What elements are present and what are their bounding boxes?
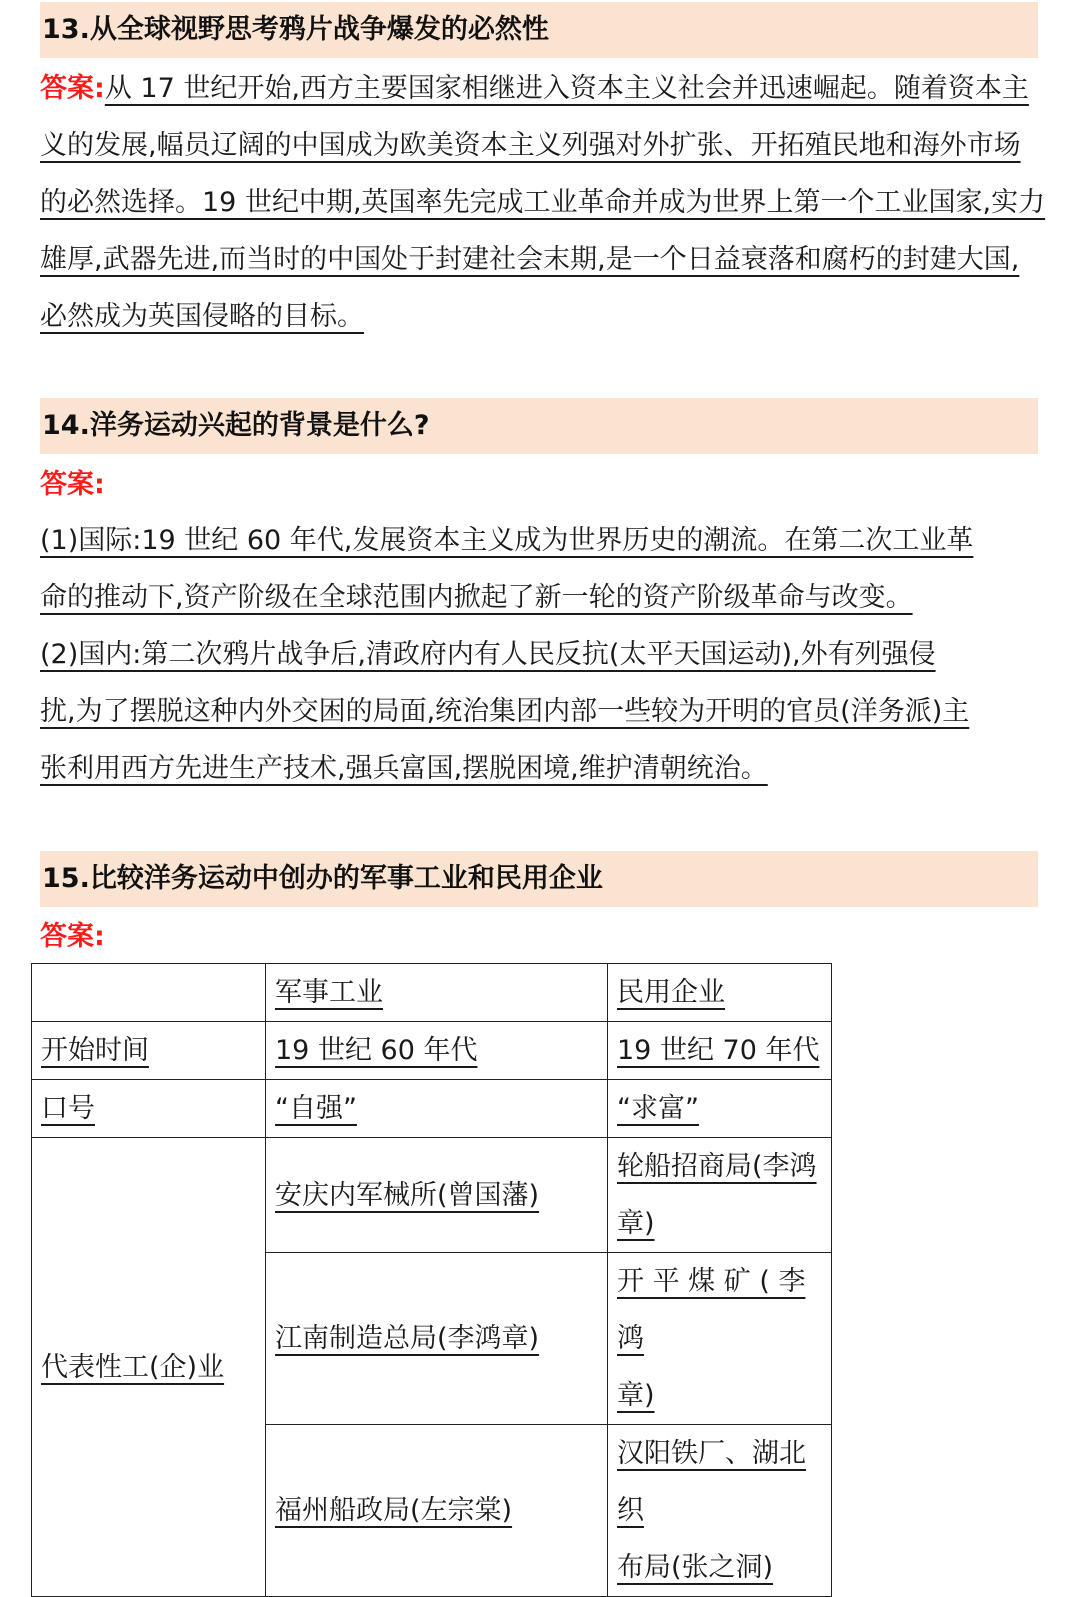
question-15-heading: 15.比较洋务运动中创办的军事工业和民用企业 — [40, 851, 1038, 907]
cell-value: 章) — [617, 1380, 655, 1411]
table-cell — [266, 1425, 608, 1597]
cell-value: 轮船招商局(李鸿 — [617, 1151, 817, 1182]
row-label-cell — [32, 1080, 266, 1138]
row-label: 口号 — [41, 1093, 95, 1124]
cell-value: 开 平 煤 矿 ( 李 鸿 — [617, 1266, 806, 1354]
cell-value: 章) — [617, 1208, 655, 1239]
cell-value: 19 世纪 60 年代 — [275, 1035, 478, 1066]
column-header-military: 军事工业 — [275, 977, 383, 1008]
table-cell — [266, 1080, 608, 1138]
question-13-answer — [40, 60, 1046, 345]
row-label-cell — [32, 1138, 266, 1597]
cell-value: “自强” — [275, 1093, 357, 1124]
answer-label: 答案: — [40, 469, 105, 500]
answer-label: 答案: — [40, 921, 105, 952]
answer-line: 必然成为英国侵略的目标。 — [40, 301, 364, 332]
cell-value: 汉阳铁厂、湖北织 — [617, 1438, 806, 1526]
table-cell — [608, 1425, 832, 1597]
cell-value: 福州船政局(左宗棠) — [275, 1495, 513, 1526]
question-14-heading: 14.洋务运动兴起的背景是什么? — [40, 398, 1038, 454]
table-header-row — [32, 964, 832, 1022]
row-label: 代表性工(企)业 — [41, 1351, 225, 1383]
column-header-civil: 民用企业 — [617, 977, 725, 1008]
answer-line: 义的发展,幅员辽阔的中国成为欧美资本主义列强对外扩张、开拓殖民地和海外市场 — [40, 130, 1021, 161]
cell-value: 布局(张之洞) — [617, 1552, 774, 1583]
table-row — [32, 1080, 832, 1138]
answer-line: 扰,为了摆脱这种内外交困的局面,统治集团内部一些较为开明的官员(洋务派)主 — [40, 696, 970, 727]
cell-value: 江南制造总局(李鸿章) — [275, 1323, 540, 1354]
row-label: 开始时间 — [41, 1035, 149, 1066]
table-header-cell — [266, 964, 608, 1022]
answer-line: (2)国内:第二次鸦片战争后,清政府内有人民反抗(太平天国运动),外有列强侵 — [40, 639, 936, 670]
cell-value: 安庆内军械所(曾国藩) — [275, 1179, 540, 1211]
table-cell — [266, 1253, 608, 1425]
answer-line: 雄厚,武器先进,而当时的中国处于封建社会末期,是一个日益衰落和腐朽的封建大国, — [40, 244, 1020, 275]
comparison-table — [31, 963, 832, 1597]
question-14-answer — [40, 512, 1040, 797]
answer-line: 命的推动下,资产阶级在全球范围内掀起了新一轮的资产阶级革命与改变。 — [40, 582, 913, 613]
table-header-cell — [608, 964, 832, 1022]
table-row — [32, 1138, 832, 1253]
table-corner-cell — [32, 964, 266, 1022]
table-row — [32, 1022, 832, 1080]
table-cell — [608, 1022, 832, 1080]
table-cell — [608, 1253, 832, 1425]
table-cell — [266, 1138, 608, 1253]
question-13-heading: 13.从全球视野思考鸦片战争爆发的必然性 — [40, 2, 1038, 58]
answer-label: 答案: — [40, 73, 105, 104]
answer-line: 张利用西方先进生产技术,强兵富国,摆脱困境,维护清朝统治。 — [40, 753, 768, 784]
answer-line: 从 17 世纪开始,西方主要国家相继进入资本主义社会并迅速崛起。随着资本主 — [104, 73, 1029, 104]
cell-value: “求富” — [617, 1093, 699, 1124]
cell-value: 19 世纪 70 年代 — [617, 1035, 820, 1066]
table-cell — [608, 1080, 832, 1138]
answer-line: 的必然选择。19 世纪中期,英国率先完成工业革命并成为世界上第一个工业国家,实力 — [40, 187, 1046, 218]
row-label-cell — [32, 1022, 266, 1080]
table-cell — [608, 1138, 832, 1253]
answer-line: (1)国际:19 世纪 60 年代,发展资本主义成为世界历史的潮流。在第二次工业革 — [40, 525, 974, 556]
table-cell — [266, 1022, 608, 1080]
